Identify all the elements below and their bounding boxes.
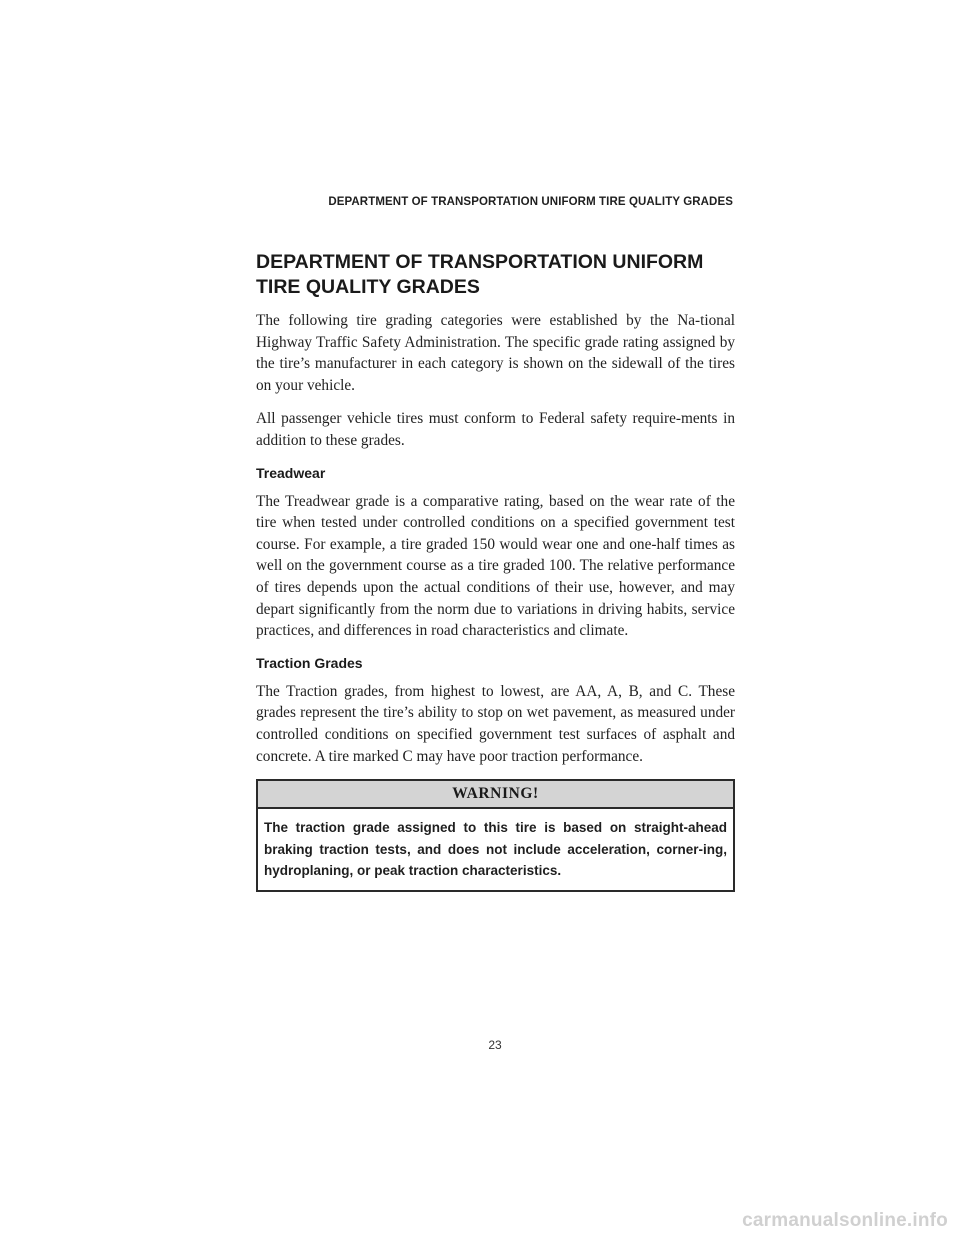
traction-paragraph: The Traction grades, from highest to lowest, are AA, A, B, and C. These grades represent the tire’s ability to stop on wet pavement, as measured under controlled conditions on specified government test surfaces of asphalt and concrete. A tire marked C may have poor traction performance. bbox=[256, 682, 735, 765]
intro-paragraph-1: The following tire grading categories were established by the Na-tional Highway Traffic Safety Administration. The specific grade rating assigned by the tire’s manufacturer in each category is shown on the sidewall of the tires on your vehicle. bbox=[256, 312, 735, 394]
page-title-line-2: TIRE QUALITY GRADES bbox=[256, 276, 480, 298]
page-title-line-1: DEPARTMENT OF TRANSPORTATION UNIFORM bbox=[256, 251, 704, 273]
page-title bbox=[256, 250, 735, 300]
warning-box bbox=[256, 779, 735, 892]
warning-text: The traction grade assigned to this tire is based on straight-ahead braking traction tests, and does not include acceleration, corner-ing, hydroplaning, or peak traction characteristics. bbox=[264, 820, 727, 879]
treadwear-paragraph: The Treadwear grade is a comparative rating, based on the wear rate of the tire when tested under controlled conditions on a specified government test course. For example, a tire graded 150 would wear one and one-half times as well on the government course as a tire graded 100. The relative performance of tires depends upon the actual conditions of their use, however, and may depart significantly from the norm due to variations in driving habits, service practices, and differences in road characteristics and climate. bbox=[256, 492, 735, 640]
page-content bbox=[256, 250, 735, 892]
treadwear-heading: Treadwear bbox=[256, 464, 326, 481]
warning-title: WARNING! bbox=[258, 781, 733, 809]
watermark: carmanualsonline.info bbox=[742, 1210, 948, 1231]
running-header: DEPARTMENT OF TRANSPORTATION UNIFORM TIRE QUALITY GRADES bbox=[328, 196, 733, 208]
traction-heading: Traction Grades bbox=[256, 654, 363, 671]
page-number: 23 bbox=[488, 1038, 502, 1052]
intro-paragraph-2: All passenger vehicle tires must conform to Federal safety require-ments in addition to these grades. bbox=[256, 410, 735, 449]
